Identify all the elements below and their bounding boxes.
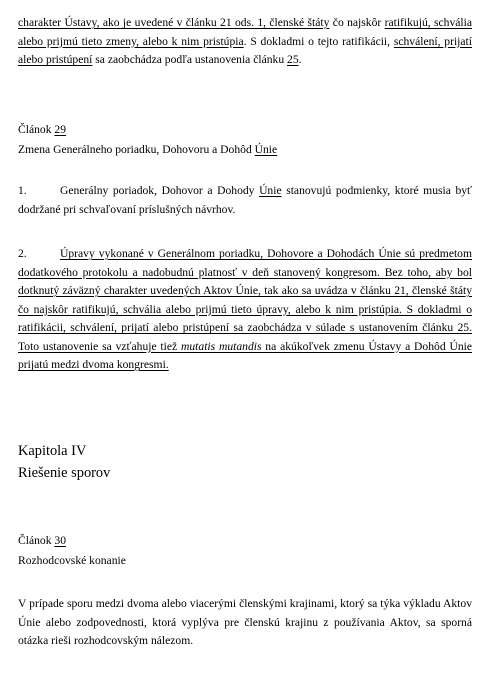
intro-paragraph (18, 14, 472, 70)
intro-text-2: . S dokladmi o tejto ratifikácii, (243, 34, 394, 48)
article-30-label: Článok (18, 534, 55, 547)
article-29-title-text: Zmena Generálneho poriadku, Dohovoru a Dohôd (18, 143, 255, 156)
intro-underlined-3: schválení, prijatí alebo pristúpení (18, 34, 472, 66)
paragraph-1-text-2: stanovujú podmienky, ktoré musia byť dodržané pri schvaľovaní príslušných návrhov. (18, 184, 473, 216)
article-29-paragraph-2 (18, 245, 472, 375)
paragraph-1-union: Únie (259, 184, 282, 197)
intro-text-4: . (298, 53, 302, 66)
article-30-title: Rozhodcovské konanie (18, 554, 126, 567)
chapter-label: Kapitola IV (18, 443, 87, 459)
intro-text-3: sa zaobchádza podľa ustanovenia článku (92, 53, 288, 66)
intro-article-ref: 25 (287, 53, 299, 66)
paragraph-1-text-1: Generálny poriadok, Dohovor a Dohody (60, 184, 260, 197)
article-30-heading (18, 532, 472, 551)
article-30-number: 30 (54, 534, 66, 547)
article-29-title (18, 141, 472, 160)
paragraph-2-latin: mutatis mutandis (181, 339, 262, 353)
intro-text-1: čo najskôr (329, 16, 385, 29)
paragraph-1-number: 1. (18, 184, 27, 197)
article-30-paragraph-1: V prípade sporu medzi dvoma alebo viacerými členskými krajinami, ktorý sa týka výkladu Aktov Únie alebo zodpovednosti, ktorá vyplýva pre členskú krajinu z používania Aktov, sa sporná otázka rieši rozhodcovským nálezom. (18, 597, 472, 647)
paragraph-2-text-2: na akúkoľvek zmenu Ústavy a Dohôd Únie prijatú medzi dvoma kongresmi. (18, 339, 472, 371)
article-29-heading (18, 121, 472, 140)
intro-underlined-1: charakter Ústavy, ako je uvedené v článku 21 ods. 1, členské štáty (18, 16, 330, 29)
paragraph-2-text-1: Úpravy vykonané v Generálnom poriadku, Dohovore a Dohodách Únie sú predmetom dodatkového protokolu a nadobudnú platnosť v deň stanovený kongresom. Bez toho, aby bol dotknutý záväzný charakter uvedených Aktov Únie, tak ako sa uvádza v článku 21, členské štáty čo najskôr ratifikujú, schvália alebo prijmú tieto úpravy, alebo k nim pristúpia. S dokladmi o ratifikácii, schválení, prijatí alebo pristúpení sa zaobchádza v súlade s ustanovením článku 25. Toto ustanovenie sa vzťahuje tiež (18, 247, 472, 353)
article-29-paragraph-1 (18, 182, 472, 219)
article-29-number: 29 (54, 123, 66, 136)
chapter-title: Riešenie sporov (18, 465, 111, 481)
paragraph-2-number: 2. (18, 247, 27, 260)
article-29-title-union: Únie (254, 143, 278, 156)
intro-underlined-2: ratifikujú, schvália alebo prijmú tieto zmeny, alebo k nim pristúpia (18, 16, 472, 48)
article-29-label: Článok (18, 123, 55, 136)
